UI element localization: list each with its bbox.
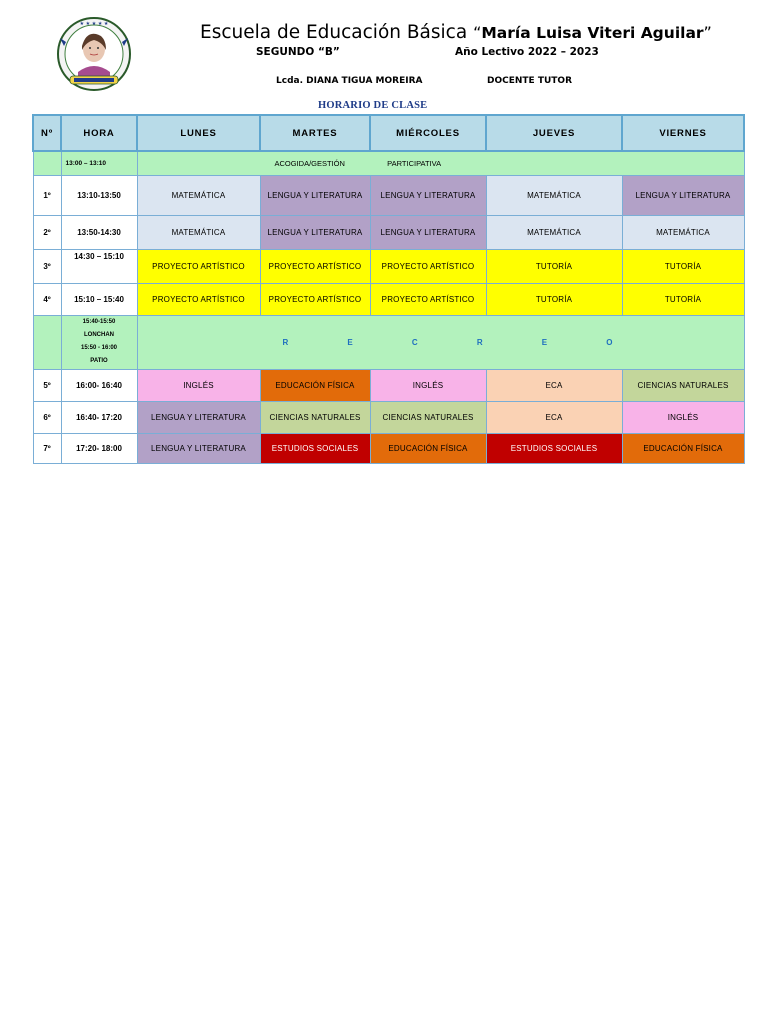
school-seal-logo <box>56 16 132 92</box>
school-name: María Luisa Viteri Aguilar <box>481 24 704 42</box>
acogida-row <box>33 151 744 175</box>
schedule-title: HORARIO DE CLASE <box>318 100 428 111</box>
acogida-cell <box>137 151 744 175</box>
row-num: 1º <box>33 175 61 215</box>
schedule-table <box>32 114 745 464</box>
row-num: 4º <box>33 283 61 315</box>
row-time: 16:40- 17:20 <box>61 401 137 433</box>
table-row <box>33 283 744 315</box>
subject-cell: ESTUDIOS SOCIALES <box>260 433 370 463</box>
subject-cell: LENGUA Y LITERATURA <box>622 175 744 215</box>
acogida-num <box>33 151 61 175</box>
subject-cell: EDUCACIÓN FÍSICA <box>370 433 486 463</box>
row-time: 14:30 – 15:10 <box>61 249 137 283</box>
subject-cell: PROYECTO ARTÍSTICO <box>370 283 486 315</box>
subject-cell: TUTORÍA <box>622 283 744 315</box>
table-row <box>33 175 744 215</box>
row-time: 13:50-14:30 <box>61 215 137 249</box>
subject-cell: ECA <box>486 369 622 401</box>
col-header-viernes: VIERNES <box>622 115 744 151</box>
table-row <box>33 249 744 283</box>
col-header-miercoles: MIÉRCOLES <box>370 115 486 151</box>
subject-cell: LENGUA Y LITERATURA <box>260 215 370 249</box>
subject-cell: EDUCACIÓN FÍSICA <box>622 433 744 463</box>
school-title: Escuela de Educación Básica “María Luisa Viteri Aguilar” <box>200 22 712 43</box>
subject-cell: INGLÉS <box>370 369 486 401</box>
table-row <box>33 369 744 401</box>
subject-cell: MATEMÁTICA <box>137 215 260 249</box>
subject-cell: MATEMÁTICA <box>486 215 622 249</box>
subject-cell: PROYECTO ARTÍSTICO <box>137 249 260 283</box>
subject-cell: MATEMÁTICA <box>486 175 622 215</box>
school-year-label: Año Lectivo 2022 – 2023 <box>455 46 599 58</box>
subject-cell: PROYECTO ARTÍSTICO <box>137 283 260 315</box>
recreo-letter: O <box>606 337 613 347</box>
recreo-letter: R <box>282 337 289 347</box>
subject-cell: LENGUA Y LITERATURA <box>370 175 486 215</box>
recreo-time-2: 15:50 - 16:00 <box>80 345 118 351</box>
row-num: 7º <box>33 433 61 463</box>
acogida-time: 13:00 – 13:10 <box>61 151 137 175</box>
row-time: 16:00- 16:40 <box>61 369 137 401</box>
subject-cell: ECA <box>486 401 622 433</box>
row-num: 6º <box>33 401 61 433</box>
subject-cell: TUTORÍA <box>622 249 744 283</box>
subject-cell: MATEMÁTICA <box>137 175 260 215</box>
subject-cell: LENGUA Y LITERATURA <box>137 401 260 433</box>
participativa-label: PARTICIPATIVA <box>387 158 442 168</box>
table-row <box>33 433 744 463</box>
col-header-num: Nº <box>33 115 61 151</box>
subject-cell: ESTUDIOS SOCIALES <box>486 433 622 463</box>
col-header-lunes: LUNES <box>137 115 260 151</box>
recreo-cell <box>137 315 744 369</box>
subject-cell: PROYECTO ARTÍSTICO <box>370 249 486 283</box>
school-prefix: Escuela de Educación Básica <box>200 22 468 43</box>
subject-cell: EDUCACIÓN FÍSICA <box>260 369 370 401</box>
subject-cell: CIENCIAS NATURALES <box>622 369 744 401</box>
svg-text:★ ★ ★ ★ ★: ★ ★ ★ ★ ★ <box>79 21 109 27</box>
recreo-letter: E <box>347 337 353 347</box>
recreo-letter: E <box>541 337 548 347</box>
row-time: 17:20- 18:00 <box>61 433 137 463</box>
row-num: 5º <box>33 369 61 401</box>
recreo-letter: C <box>411 337 418 347</box>
acogida-label: ACOGIDA/GESTIÓN <box>274 158 345 168</box>
recreo-letters <box>283 338 613 347</box>
subject-cell: PROYECTO ARTÍSTICO <box>260 249 370 283</box>
recreo-times <box>61 315 137 369</box>
subject-cell: LENGUA Y LITERATURA <box>260 175 370 215</box>
teacher-name: Lcda. DIANA TIGUA MOREIRA <box>276 76 423 86</box>
recreo-row <box>33 315 744 369</box>
table-header-row <box>33 115 744 151</box>
teacher-role: DOCENTE TUTOR <box>487 76 572 86</box>
subject-cell: LENGUA Y LITERATURA <box>137 433 260 463</box>
recreo-num <box>33 315 61 369</box>
subject-cell: CIENCIAS NATURALES <box>370 401 486 433</box>
table-row <box>33 215 744 249</box>
row-num: 2º <box>33 215 61 249</box>
subject-cell: PROYECTO ARTÍSTICO <box>260 283 370 315</box>
recreo-label-1: LONCHAN <box>84 332 114 338</box>
row-time: 15:10 – 15:40 <box>61 283 137 315</box>
col-header-jueves: JUEVES <box>486 115 622 151</box>
subject-cell: CIENCIAS NATURALES <box>260 401 370 433</box>
recreo-label-2: PATIO <box>90 358 108 364</box>
subject-cell: LENGUA Y LITERATURA <box>370 215 486 249</box>
row-time: 13:10-13:50 <box>61 175 137 215</box>
col-header-martes: MARTES <box>260 115 370 151</box>
row-num: 3º <box>33 249 61 283</box>
col-header-hora: HORA <box>61 115 137 151</box>
grade-label: SEGUNDO “B” <box>256 46 340 58</box>
subject-cell: MATEMÁTICA <box>622 215 744 249</box>
subject-cell: INGLÉS <box>137 369 260 401</box>
recreo-time-1: 15:40-15:50 <box>82 319 116 325</box>
subject-cell: TUTORÍA <box>486 249 622 283</box>
table-row <box>33 401 744 433</box>
recreo-letter: R <box>476 337 483 347</box>
subject-cell: TUTORÍA <box>486 283 622 315</box>
subject-cell: INGLÉS <box>622 401 744 433</box>
